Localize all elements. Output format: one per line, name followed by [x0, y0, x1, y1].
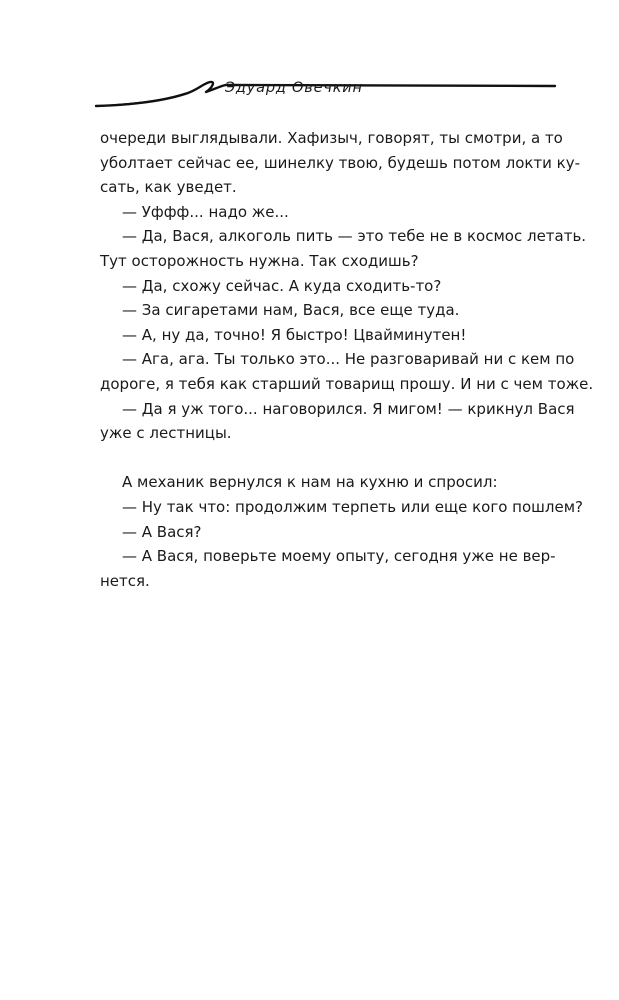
- running-head-author: Эдуард Овечкин: [225, 80, 363, 96]
- body-text: [100, 126, 594, 593]
- text-block-2: [100, 470, 583, 593]
- section-break: [100, 446, 554, 471]
- text-line: — Да, Вася, алкоголь пить — это тебе не в космос летать.: [122, 227, 587, 246]
- text-line: А механик вернулся к нам на кухню и спросил:: [122, 473, 498, 492]
- text-line: Тут осторожность нужна. Так сходишь?: [100, 251, 419, 270]
- text-line: — Уффф... надо же...: [122, 202, 289, 221]
- running-head: [90, 72, 560, 112]
- text-line: очереди выглядывали. Хафизыч, говорят, ты смотри, а то: [100, 129, 563, 147]
- text-line: — А, ну да, точно! Я быстро! Цвайминутен!: [122, 325, 467, 344]
- text-line: нется.: [100, 571, 150, 590]
- text-line: — Да я уж того... наговорился. Я мигом! — крикнул Вася: [122, 399, 575, 418]
- text-line: — Да, схожу сейчас. А куда сходить-то?: [122, 276, 442, 295]
- text-line: уболтает сейчас ее, шинелку твою, будешь потом локти ку-: [100, 153, 581, 172]
- text-block-1: [100, 126, 594, 446]
- text-line: уже с лестницы.: [100, 424, 232, 443]
- text-line: — А Вася, поверьте моему опыту, сегодня уже не вер-: [122, 547, 556, 566]
- text-line: — Ага, ага. Ты только это... Не разговаривай ни с кем по: [122, 350, 575, 369]
- text-line: — За сигаретами нам, Вася, все еще туда.: [122, 301, 460, 320]
- text-line: — А Вася?: [122, 522, 202, 541]
- text-line: сать, как уведет.: [100, 178, 237, 197]
- text-line: — Ну так что: продолжим терпеть или еще кого пошлем?: [122, 497, 583, 516]
- text-line: дороге, я тебя как старший товарищ прошу. И ни с чем тоже.: [100, 374, 594, 393]
